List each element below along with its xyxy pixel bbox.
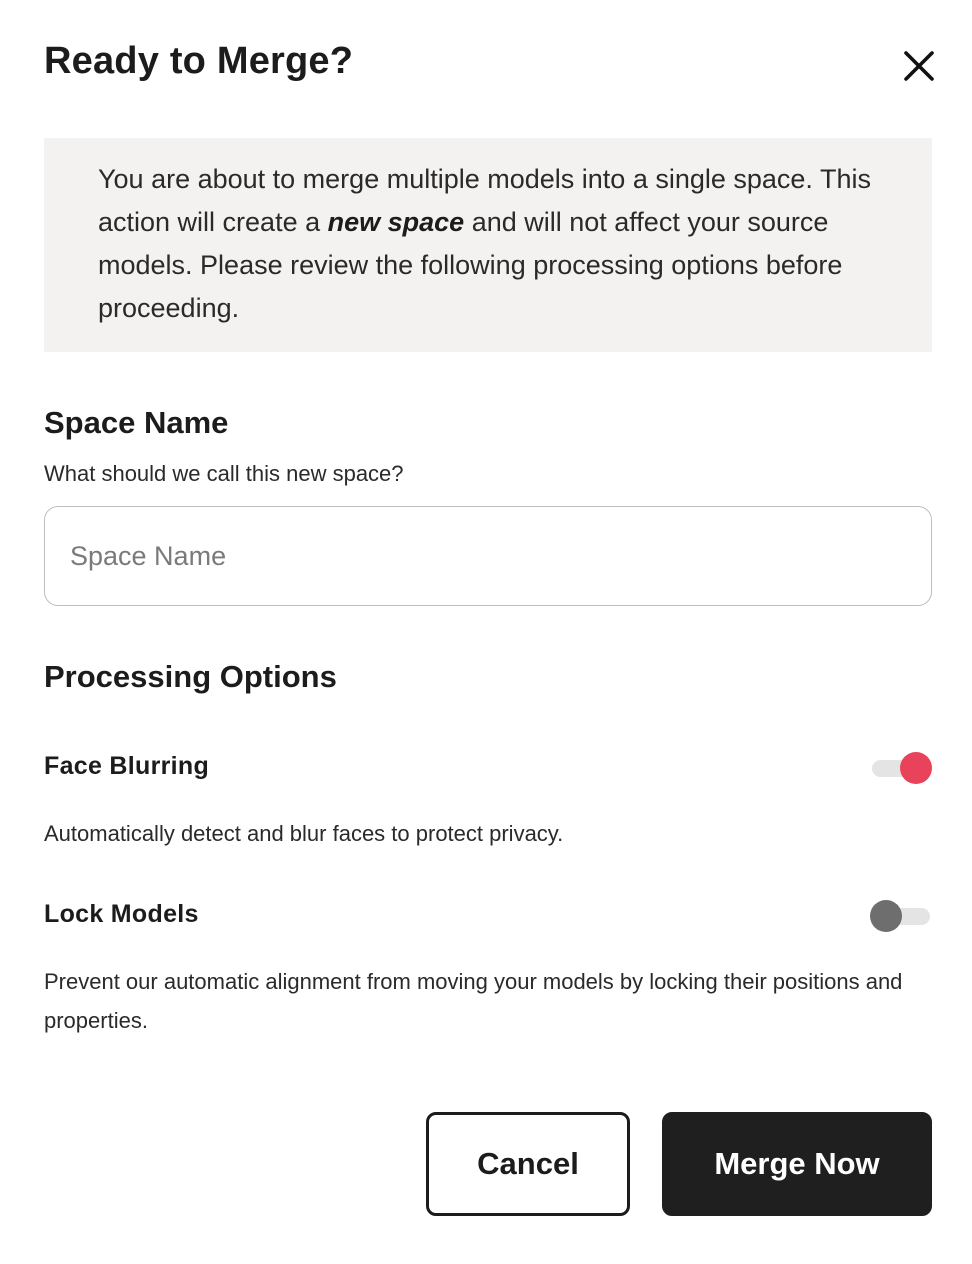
notice-text-end: and will not affect your source models. Please review the following processing options before proceeding. <box>98 207 843 323</box>
space-name-heading: Space Name <box>44 405 229 440</box>
toggle-knob <box>870 900 902 932</box>
lock-models-label: Lock Models <box>44 900 199 928</box>
toggle-knob <box>900 752 932 784</box>
close-icon <box>898 45 940 87</box>
lock-models-description: Prevent our automatic alignment from moving your models by locking their positions and properties. <box>44 969 903 1033</box>
face-blurring-description: Automatically detect and blur faces to protect privacy. <box>44 821 564 846</box>
notice-emphasis: new space <box>327 207 465 237</box>
lock-models-toggle[interactable] <box>870 899 932 933</box>
face-blurring-label: Face Blurring <box>44 752 210 780</box>
notice-text-start: You are about to merge multiple models into a single space. This action will create a <box>98 164 871 237</box>
merge-now-button[interactable]: Merge Now <box>662 1112 932 1216</box>
dialog-title: Ready to Merge? <box>44 40 354 82</box>
merge-notice <box>44 138 932 352</box>
face-blurring-toggle[interactable] <box>870 751 932 785</box>
close-button[interactable] <box>898 45 940 87</box>
processing-options-heading: Processing Options <box>44 659 337 694</box>
space-name-input[interactable] <box>44 506 932 606</box>
cancel-button[interactable]: Cancel <box>426 1112 630 1216</box>
space-name-helper: What should we call this new space? <box>44 461 404 486</box>
